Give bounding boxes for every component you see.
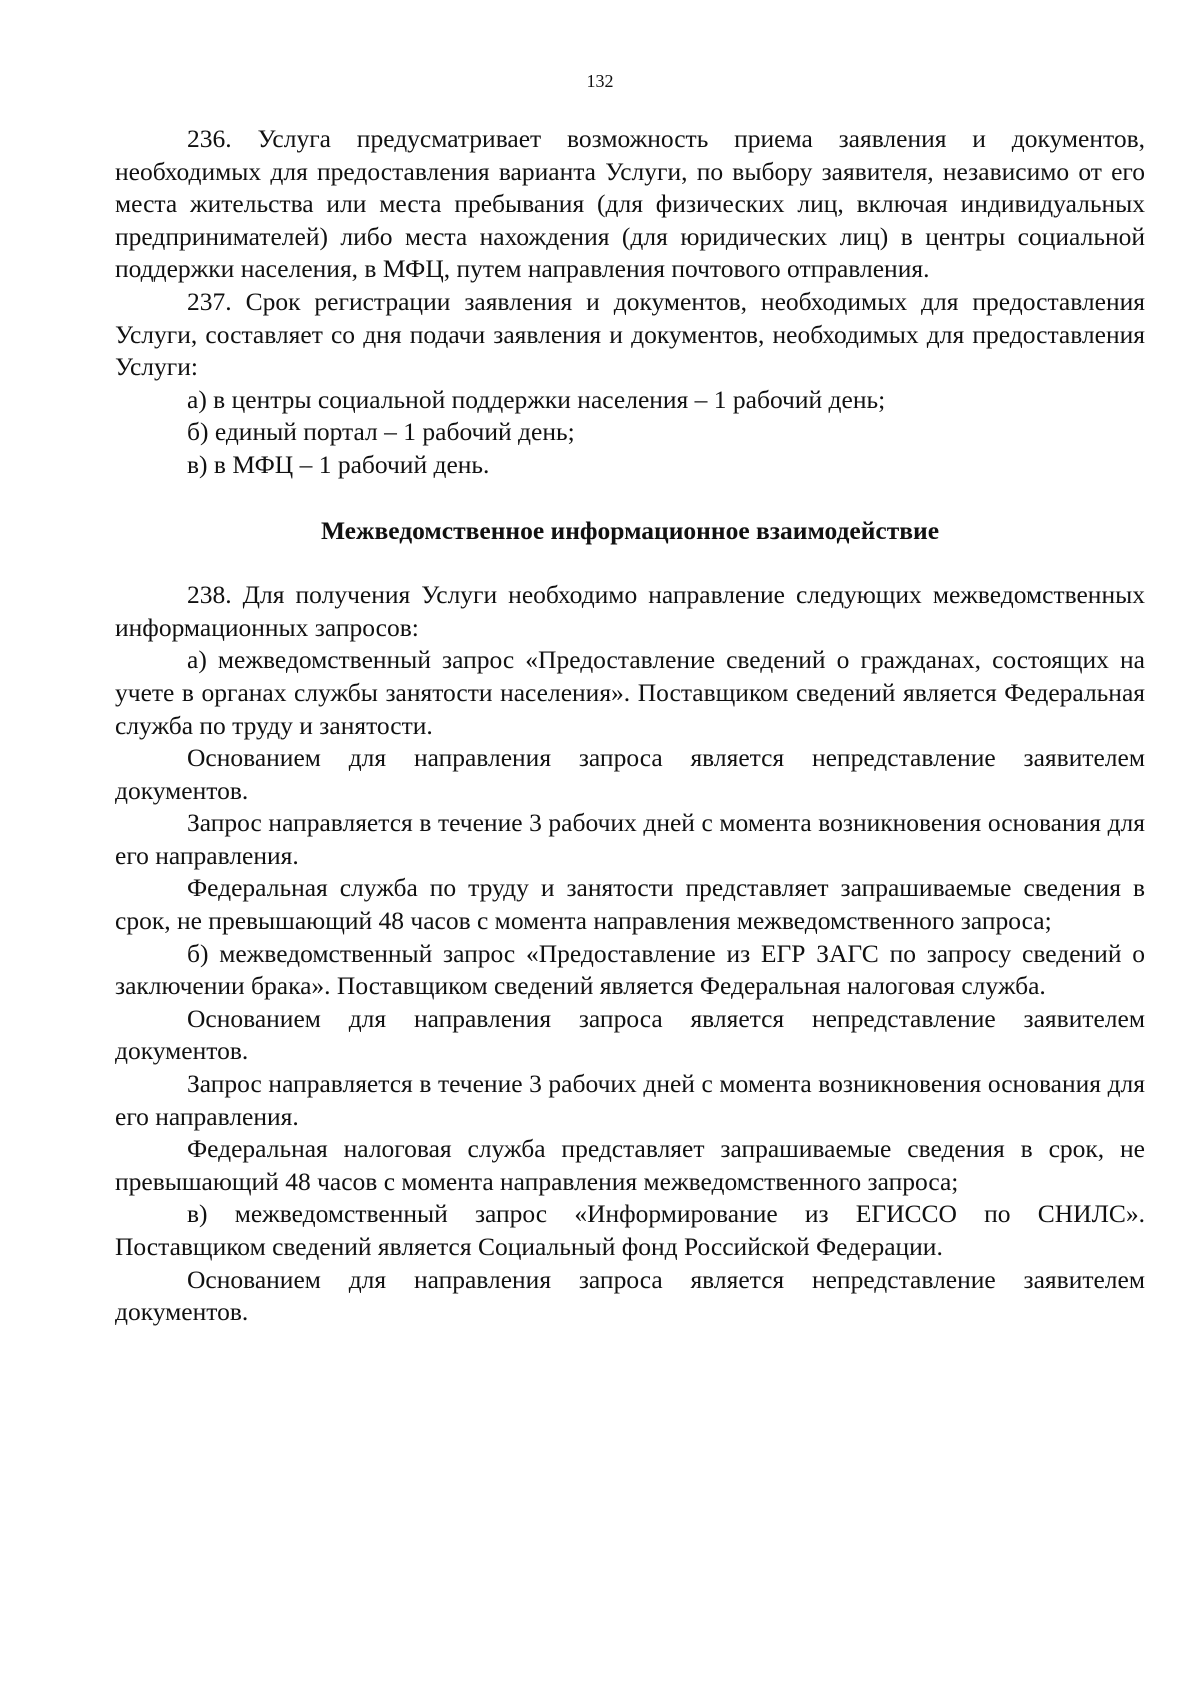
list-item-237b: б) единый портал – 1 рабочий день; (187, 417, 575, 447)
paragraph-response-a: Федеральная служба по труду и занятости представляет запрашиваемые сведения в срок, не превышающий 48 часов с момента направления межведомственного запроса; (115, 873, 1145, 936)
list-item-237c: в) в МФЦ – 1 рабочий день. (187, 449, 490, 479)
paragraph-238: 238. Для получения Услуги необходимо направление следующих межведомственных информационных запросов: (115, 580, 1145, 642)
paragraph-basis-b: Основанием для направления запроса является непредставление заявителем документов. (115, 1003, 1145, 1066)
list-item-237a: а) в центры социальной поддержки населения – 1 рабочий день; (187, 384, 886, 414)
section-heading: Межведомственное информационное взаимодействие (320, 515, 940, 545)
list-item-238a: а) межведомственный запрос «Предоставление сведений о гражданах, состоящих на учете в органах службы занятости населения». Поставщиком сведений является Федеральная служба по труду и занятости. (115, 645, 1145, 740)
paragraph-basis-c: Основанием для направления запроса является непредставление заявителем документов. (115, 1264, 1145, 1327)
document-body (115, 123, 1145, 1329)
paragraph-237: 237. Срок регистрации заявления и документов, необходимых для предоставления Услуги, составляет со дня подачи заявления и документов, необходимых для предоставления Услуги: (115, 286, 1145, 382)
paragraph-deadline-b: Запрос направляется в течение 3 рабочих дней с момента возникновения основания для его направления. (115, 1069, 1145, 1131)
list-item-238c: в) межведомственный запрос «Информирование из ЕГИССО по СНИЛС». Поставщиком сведений является Социальный фонд Российской Федерации. (115, 1199, 1145, 1261)
paragraph-basis-a: Основанием для направления запроса является непредставление заявителем документов. (115, 743, 1145, 805)
page-number: 132 (586, 71, 614, 91)
paragraph-deadline-a: Запрос направляется в течение 3 рабочих дней с момента возникновения основания для его направления. (115, 808, 1145, 870)
paragraph-236: 236. Услуга предусматривает возможность приема заявления и документов, необходимых для предоставления варианта Услуги, по выбору заявителя, независимо от его места жительства или места пребывания (для физических лиц, включая индивидуальных предпринимателей) либо места нахождения (для юридических лиц) в центры социальной поддержки населения, в МФЦ, путем направления почтового отправления. (115, 124, 1145, 284)
paragraph-response-b: Федеральная налоговая служба представляет запрашиваемые сведения в срок, не превышающий 48 часов с момента направления межведомственного запроса; (115, 1134, 1145, 1196)
list-item-238b: б) межведомственный запрос «Предоставление из ЕГР ЗАГС по запросу сведений о заключении брака». Поставщиком сведений является Федеральная налоговая служба. (115, 938, 1145, 1001)
